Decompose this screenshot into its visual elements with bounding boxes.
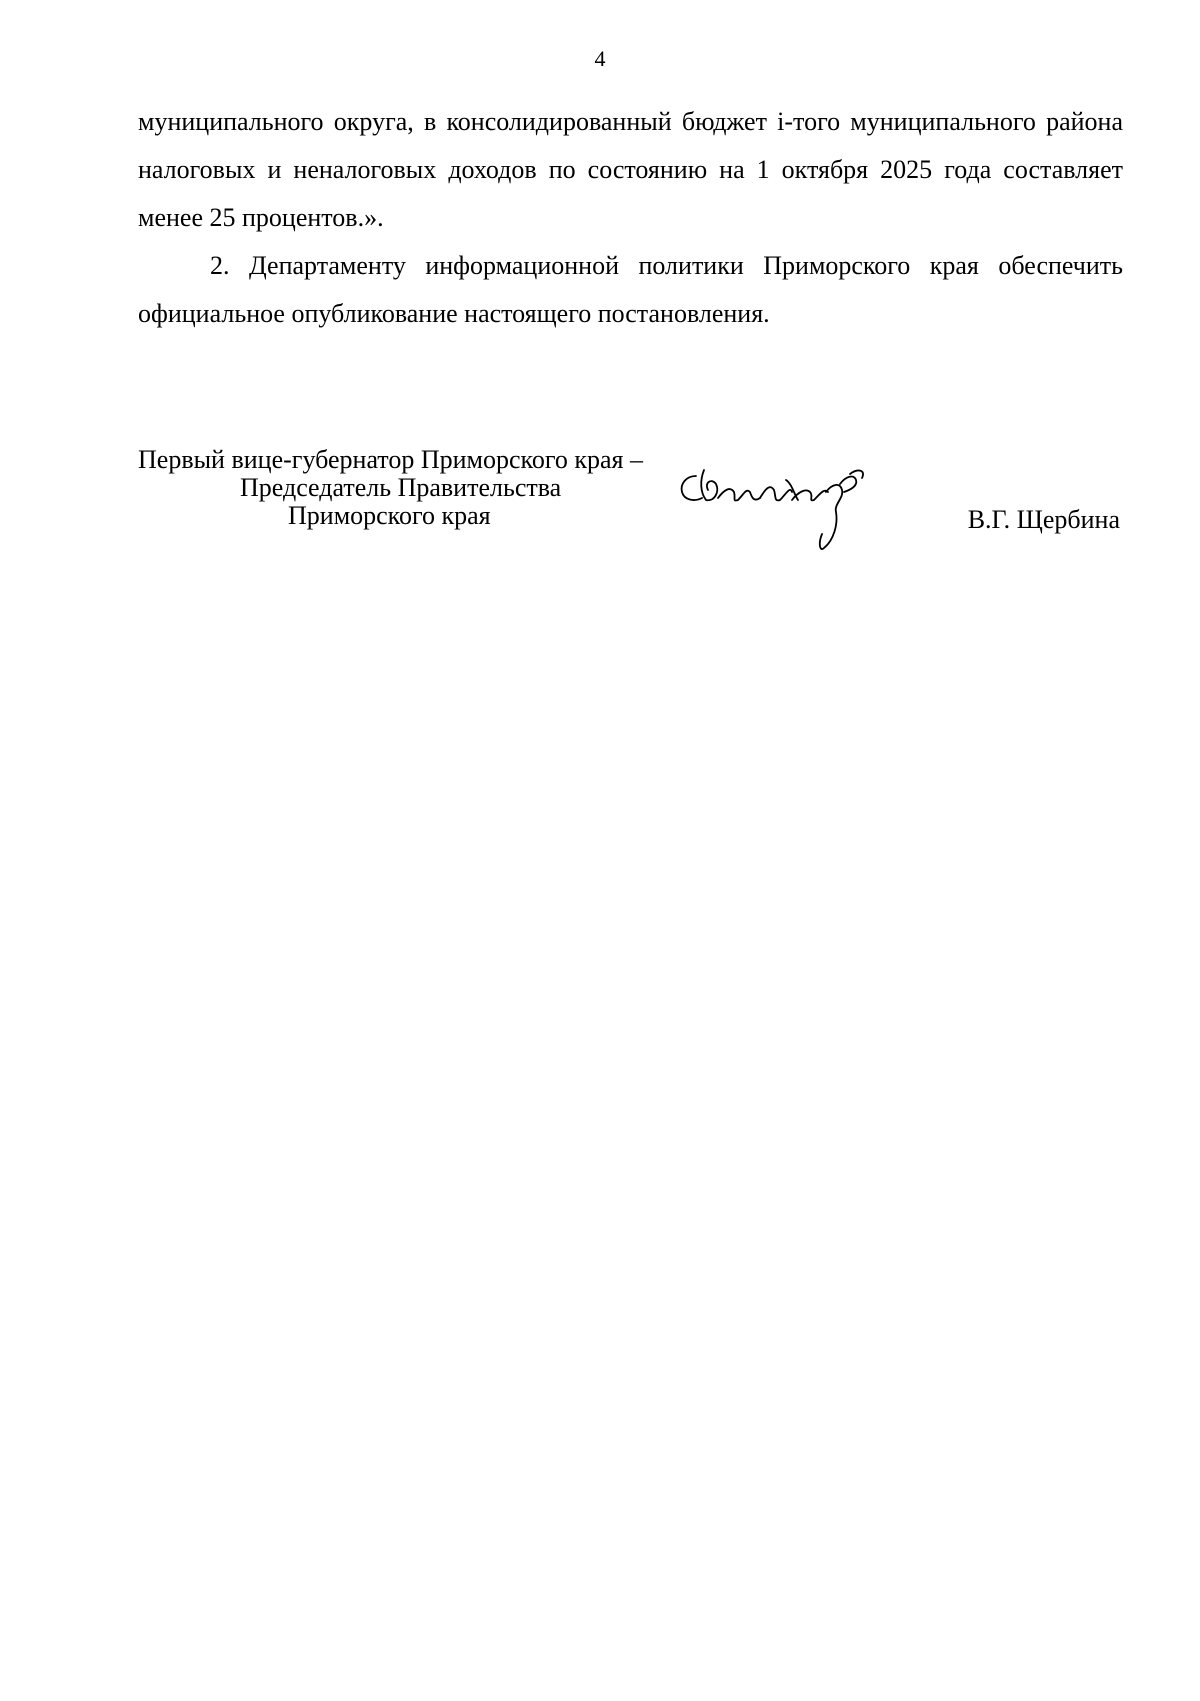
paragraph-item-2: 2. Департаменту информационной политики Приморского края обеспечить официальное опубликование настоящего постановления. <box>138 251 1123 328</box>
handwritten-signature <box>674 462 904 562</box>
signatory-position-line: Первый вице-губернатор Приморского края – <box>138 445 643 474</box>
signatory-position-line: Приморского края <box>288 501 491 530</box>
signer-name: В.Г. Щербина <box>967 505 1120 534</box>
page-number: 4 <box>594 46 606 71</box>
body-text <box>138 98 1123 338</box>
signatory-position-line: Председатель Правительства <box>240 473 562 502</box>
signatory-position <box>138 446 678 530</box>
paragraph-continuation: муниципального округа, в консолидированный бюджет i-того муниципального района налоговых и неналоговых доходов по состоянию на 1 октября 2025 года составляет менее 25 процентов.». <box>138 107 1123 232</box>
